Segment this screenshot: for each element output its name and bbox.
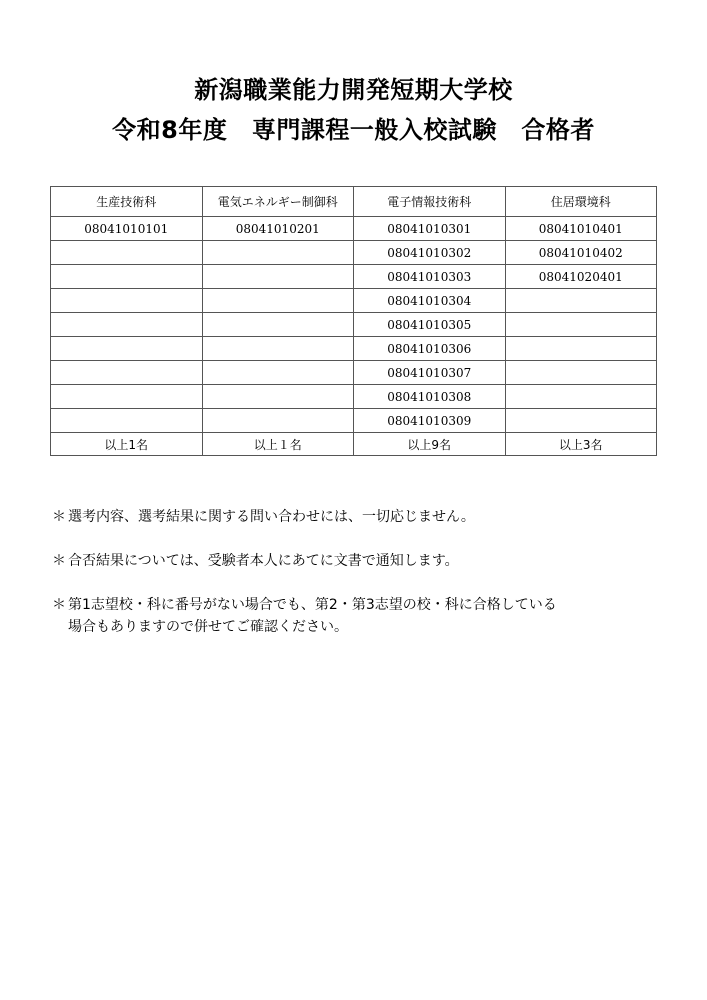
table-cell: 08041010201 bbox=[202, 217, 354, 241]
table-cell bbox=[505, 361, 657, 385]
header-cell: 電気エネルギー制御科 bbox=[202, 187, 354, 217]
table-cell bbox=[51, 409, 203, 433]
table-row bbox=[51, 265, 657, 289]
header-cell: 住居環境科 bbox=[505, 187, 657, 217]
table-cell bbox=[202, 265, 354, 289]
table-row bbox=[51, 241, 657, 265]
total-cell: 以上1名 bbox=[51, 433, 203, 456]
table-cell bbox=[202, 409, 354, 433]
note-text-continued: 場合もありますので併せてご確認ください。 bbox=[68, 619, 348, 635]
table-cell: 08041010401 bbox=[505, 217, 657, 241]
total-cell: 以上9名 bbox=[354, 433, 506, 456]
document-subtitle: 令和8年度 専門課程一般入校試験 合格者 bbox=[112, 116, 595, 144]
asterisk-icon: ＊ bbox=[52, 597, 66, 613]
table-cell bbox=[202, 313, 354, 337]
note-item bbox=[52, 550, 652, 572]
table-cell bbox=[51, 385, 203, 409]
table-row bbox=[51, 361, 657, 385]
table-cell bbox=[51, 361, 203, 385]
table-row bbox=[51, 313, 657, 337]
table-cell bbox=[202, 241, 354, 265]
notes-section bbox=[52, 506, 652, 660]
table-cell: 08041010309 bbox=[354, 409, 506, 433]
header-cell: 生産技術科 bbox=[51, 187, 203, 217]
asterisk-icon: ＊ bbox=[52, 509, 66, 525]
total-cell: 以上１名 bbox=[202, 433, 354, 456]
table-cell: 08041010307 bbox=[354, 361, 506, 385]
table-cell: 08041010304 bbox=[354, 289, 506, 313]
table-cell bbox=[202, 289, 354, 313]
document-title: 新潟職業能力開発短期大学校 bbox=[194, 76, 513, 104]
table-cell bbox=[51, 313, 203, 337]
table-cell bbox=[51, 289, 203, 313]
table-cell: 08041010101 bbox=[51, 217, 203, 241]
table-row bbox=[51, 289, 657, 313]
table-row bbox=[51, 385, 657, 409]
table-row bbox=[51, 409, 657, 433]
table-cell: 08041010305 bbox=[354, 313, 506, 337]
table-cell bbox=[51, 337, 203, 361]
note-item bbox=[52, 506, 652, 528]
totals-row bbox=[51, 433, 657, 456]
results-table bbox=[50, 186, 657, 456]
table-cell bbox=[202, 337, 354, 361]
total-cell: 以上3名 bbox=[505, 433, 657, 456]
asterisk-icon: ＊ bbox=[52, 553, 66, 569]
table-cell: 08041010301 bbox=[354, 217, 506, 241]
table-row bbox=[51, 217, 657, 241]
table-cell: 08041020401 bbox=[505, 265, 657, 289]
table-cell: 08041010402 bbox=[505, 241, 657, 265]
table-cell bbox=[505, 289, 657, 313]
table-cell bbox=[505, 409, 657, 433]
table-cell bbox=[202, 361, 354, 385]
note-item bbox=[52, 594, 652, 638]
note-text: 合否結果については、受験者本人にあてに文書で通知します。 bbox=[68, 553, 459, 569]
table-cell bbox=[51, 265, 203, 289]
table-cell bbox=[505, 337, 657, 361]
table-cell: 08041010308 bbox=[354, 385, 506, 409]
header-row bbox=[51, 187, 657, 217]
table-cell bbox=[505, 385, 657, 409]
table-cell: 08041010302 bbox=[354, 241, 506, 265]
header-cell: 電子情報技術科 bbox=[354, 187, 506, 217]
table-cell: 08041010303 bbox=[354, 265, 506, 289]
table-cell: 08041010306 bbox=[354, 337, 506, 361]
note-text: 第1志望校・科に番号がない場合でも、第2・第3志望の校・科に合格している bbox=[68, 597, 557, 613]
table-row bbox=[51, 337, 657, 361]
note-text: 選考内容、選考結果に関する問い合わせには、一切応じません。 bbox=[68, 509, 475, 525]
table-cell bbox=[505, 313, 657, 337]
table-cell bbox=[202, 385, 354, 409]
table-cell bbox=[51, 241, 203, 265]
